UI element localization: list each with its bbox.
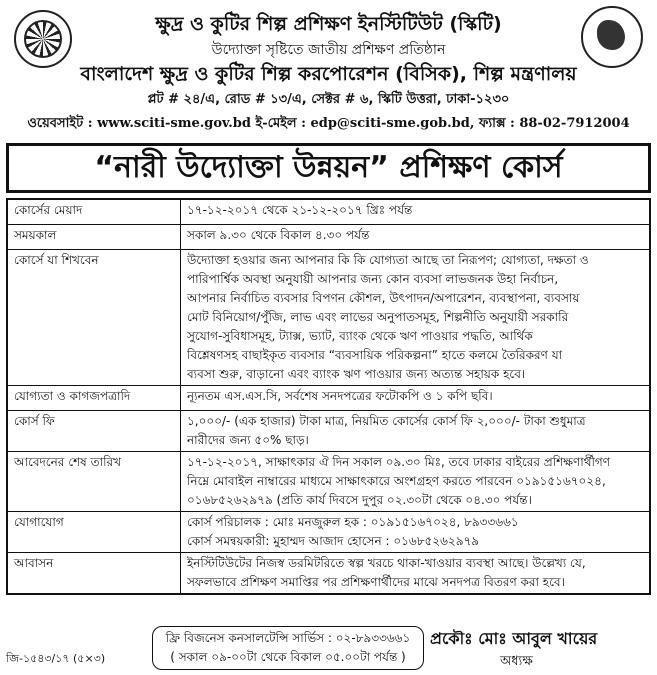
row-value-line: মোট বিনিয়োগ/পুঁজি, লাভ এবং লাভের অনুপাতসমূহ, শিল্পনীতি অনুযায়ী সরকারি <box>187 310 569 324</box>
table-row <box>8 512 649 553</box>
table-row <box>8 200 649 225</box>
row-value <box>181 512 649 552</box>
table-row <box>8 452 649 512</box>
course-details-table <box>6 198 651 595</box>
row-value-line: পারিপার্শ্বিক অবস্থা অনুযায়ী আপনার জন্য কোন ব্যবসা লাভজনক উহা নির্বাচন, <box>187 272 559 286</box>
row-label: কোর্সের মেয়াদ <box>8 200 181 224</box>
corporation-name: বাংলাদেশ ক্ষুদ্র ও কুটির শিল্প করপোরেশন (বিসিক), শিল্প মন্ত্রণালয় <box>80 63 577 85</box>
signatory-title: অধ্যক্ষ <box>500 654 533 669</box>
row-value-line: বিশ্লেষণসহ বাছাইকৃত ব্যবসার “ব্যবসায়িক পরিকল্পনা” হাতে কলমে তৈরিকরণ যা <box>187 348 563 362</box>
row-label: যোগ্যতা ও কাগজপত্রাদি <box>8 386 181 410</box>
row-value <box>181 452 649 511</box>
row-value-line: ন্যূনতম এস.এস.সি, সর্বশেষ সনদপত্রের ফটোকপি ও ১ কপি ছবি। <box>187 389 493 403</box>
row-value-line: আপনার নির্বাচিত ব্যবসার বিপণন কৌশল, উৎপাদন/অপারেশন, ব্যবস্থাপনা, ব্যবসায় <box>187 291 580 305</box>
reference-number: জি-১৫৪৩/১৭ (৫×৩) <box>6 652 106 665</box>
contact-line: ওয়েবসাইট : www.sciti-sme.gov.bd ই-মেইল : edp@sciti-sme.gob.bd, ফ্যাক্স : 88-02-7912004 <box>27 116 630 131</box>
row-value-line: ১,০০০/- (এক হাজার) টাকা মাত্র, নিয়মিত কোর্সের কোর্স ফি ২,০০০/- টাকা শুধুমাত্র <box>187 414 586 428</box>
row-value-line: সকাল ৯.৩০ থেকে বিকাল ৪.৩০ পর্যন্ত <box>187 228 370 242</box>
institute-name: ক্ষুদ্র ও কুটির শিল্প প্রশিক্ষণ ইনস্টিটিউট (স্কিটি) <box>155 13 502 35</box>
address-line: প্লট # ২৪/এ, রোড # ১৩/এ, সেক্টর # ৬, স্কিটি উত্তরা, ঢাকা-১২৩০ <box>147 92 510 107</box>
row-value-line: উদ্যোক্তা হওয়ার জন্য আপনার কি কি যোগ্যতা আছে তা নিরূপণ; যোগ্যতা, দক্ষতা ও <box>187 253 589 267</box>
row-value-line: ১৭-১২-২০১৭, সাক্ষাৎকার ঐ দিন সকাল ০৯.৩০ মিঃ, তবে ঢাকার বাইরের প্রশিক্ষণার্থীগণ <box>187 455 611 469</box>
row-value <box>181 386 649 410</box>
row-value-line: নারীদের জন্য ৫০% ছাড়। <box>187 433 309 447</box>
institute-tagline: উদ্যোক্তা সৃষ্টিতে জাতীয় প্রশিক্ষণ প্রতিষ্ঠান <box>211 42 446 58</box>
row-label: আবাসন <box>8 553 181 593</box>
consultancy-hours: ( সকাল ০৯-০০টা থেকে বিকাল ০৫.০০টা পর্যন্ত ) <box>170 650 406 664</box>
row-value-line: সুযোগ-সুবিধাসমূহ, ট্যাক্স, ভ্যাট, ব্যাংক থেকে ঋণ পাওয়ার পদ্ধতি, আর্থিক <box>187 329 533 343</box>
signatory-name: প্রকৌঃ মোঃ আবুল খায়ের <box>430 629 598 648</box>
course-title-banner: “নারী উদ্যোক্তা উন্নয়ন” প্রশিক্ষণ কোর্স <box>6 143 651 193</box>
row-value <box>181 250 649 385</box>
row-value-line: নিম্নে মোবাইল নাম্বারের মাধ্যমে সাক্ষাৎকারে অংশগ্রহণ করতে পারবেন ০১৯১৫১৬৭০২৪, <box>187 474 606 488</box>
table-row <box>8 386 649 411</box>
row-value <box>181 411 649 451</box>
row-value-line: সফলভাবে প্রশিক্ষণ সমাপ্তির পর প্রশিক্ষণার্থীদের মাঝে সনদপত্র বিতরণ করা হবে। <box>187 575 565 589</box>
row-value-line: ইনস্টিটিউটের নিজস্ব ডরমিটরিতে স্বল্প খরচে থাকা-খাওয়ার ব্যবস্থা আছে। উল্লেখ্য যে, <box>187 556 586 570</box>
row-value-line: ১৭-১২-২০১৭ থেকে ২১-১২-২০১৭ খ্রিঃ পর্যন্ত <box>187 203 413 217</box>
header <box>0 0 657 142</box>
table-row <box>8 250 649 386</box>
row-label: যোগাযোগ <box>8 512 181 552</box>
row-value-line: ব্যবসা শুরু, বাড়ানো এবং ব্যাংক ঋণ পাওয়ার জন্য অত্যন্ত সহায়ক হবে। <box>187 367 526 381</box>
row-value-line: কোর্স পরিচালক : মোঃ মনজুরুল হক : ০১৯১৫১৬৭০২৪, ৮৯৩৩৬৬১ <box>187 515 519 529</box>
row-label: কোর্সে যা শিখবেন <box>8 250 181 385</box>
row-value-line: কোর্স সমন্বয়কারী: মুহাম্মদ আজাদ হোসেন : ০১৬৮৫২৬২৯৭৯ <box>187 534 480 548</box>
table-row <box>8 411 649 452</box>
consultancy-box <box>152 626 424 670</box>
row-value <box>181 225 649 249</box>
row-label: আবেদনের শেষ তারিখ <box>8 452 181 511</box>
row-label: কোর্স ফি <box>8 411 181 451</box>
row-value <box>181 553 649 593</box>
consultancy-text: ফ্রি বিজনেস কনসালটেন্সি সার্ভিস : ০২-৮৯৩৩৬৬১ <box>165 631 411 645</box>
row-label: সময়কাল <box>8 225 181 249</box>
row-value <box>181 200 649 224</box>
table-row <box>8 225 649 250</box>
row-value-line: ০১৬৮৫২৬২৯৭৯ (প্রতি কার্য দিবসে দুপুর ০২.৩০টা থেকে ০৪.৩০ পর্যন্ত। <box>187 493 532 507</box>
table-row <box>8 553 649 593</box>
